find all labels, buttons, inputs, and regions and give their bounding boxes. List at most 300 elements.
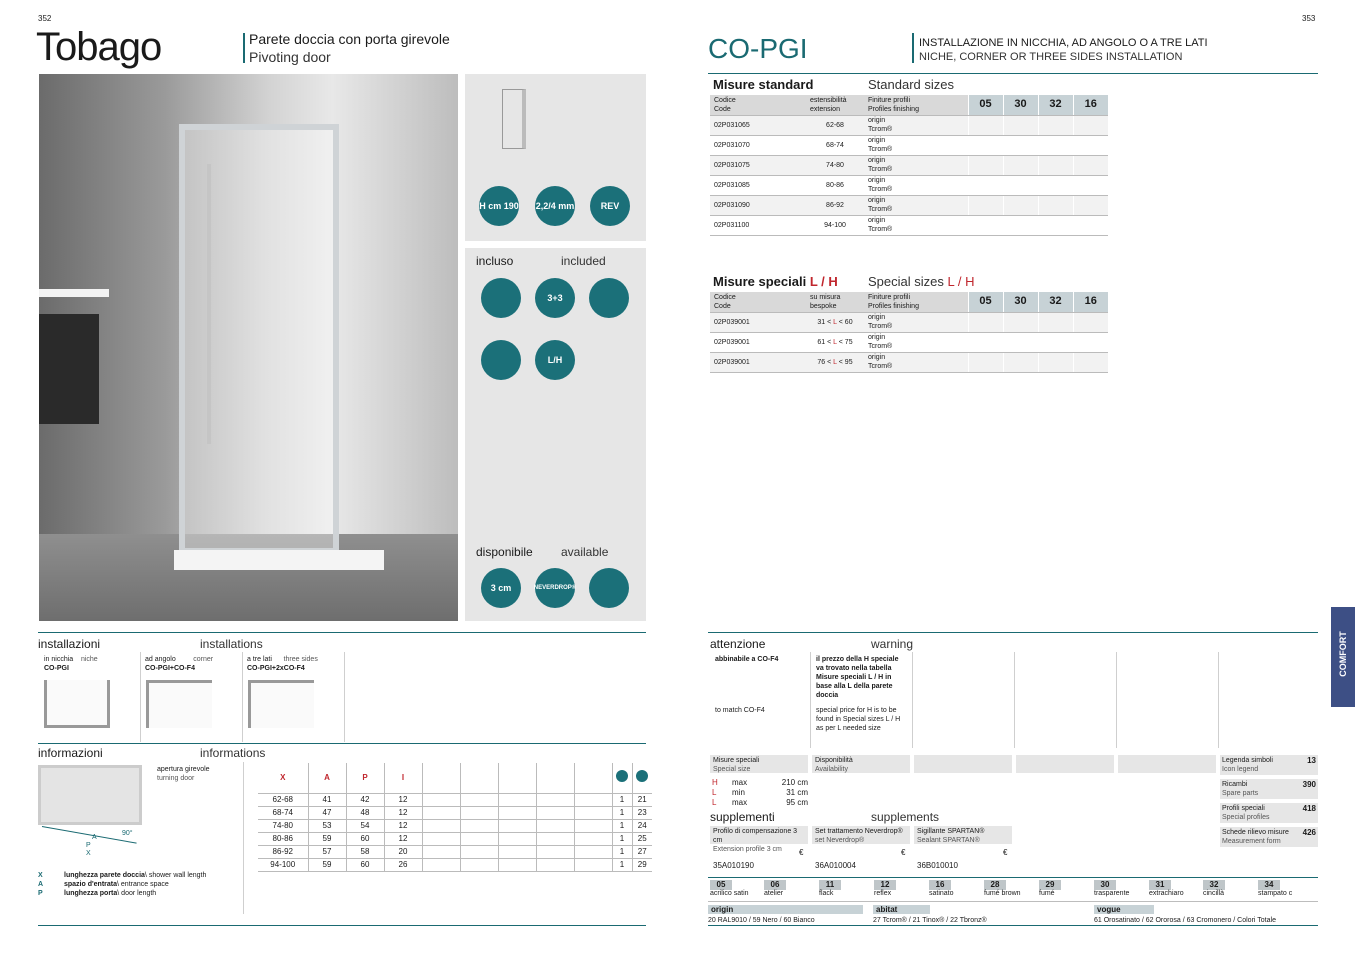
cell: 58 bbox=[346, 845, 384, 858]
attention-it: attenzione bbox=[710, 637, 766, 651]
th-code: Codice Code bbox=[710, 292, 806, 312]
cell: 20 bbox=[384, 845, 422, 858]
cell: 1 bbox=[612, 845, 632, 858]
cell bbox=[422, 793, 460, 806]
informazioni-en: informations bbox=[200, 746, 266, 760]
shower-rail bbox=[207, 164, 211, 444]
th-blank bbox=[574, 763, 612, 793]
cell-code: 02P031100 bbox=[710, 215, 806, 235]
label-a: A bbox=[92, 834, 97, 841]
cell: 1 bbox=[612, 858, 632, 871]
match-en: to match CO-F4 bbox=[715, 707, 765, 714]
cell bbox=[1003, 312, 1038, 332]
cell: 1 bbox=[612, 832, 632, 845]
install-corner bbox=[145, 655, 213, 673]
warning-text-it: il prezzo della H speciale va trovato nella tabella Misure speciali L / H in base alla L della parete doccia bbox=[816, 656, 899, 699]
cell: 68-74 bbox=[258, 806, 308, 819]
basin bbox=[39, 289, 109, 297]
comfort-side-tab[interactable] bbox=[1331, 607, 1355, 707]
side-spare-parts[interactable]: Ricambi 390 Spare parts bbox=[1222, 780, 1316, 797]
cell bbox=[968, 352, 1003, 372]
install-corner-diagram bbox=[146, 680, 212, 728]
standard-sizes-table bbox=[710, 95, 1108, 236]
cell bbox=[968, 115, 1003, 135]
cell-fin: origin Tcrom® bbox=[864, 312, 968, 332]
supplement-code-1: 35A010190 bbox=[713, 861, 754, 870]
finish-swatch: 34 bbox=[1258, 880, 1280, 890]
profile-icon bbox=[481, 278, 521, 318]
cell bbox=[968, 135, 1003, 155]
cell bbox=[574, 845, 612, 858]
cell: 12 bbox=[384, 793, 422, 806]
table-row bbox=[710, 195, 1108, 215]
cell bbox=[460, 832, 498, 845]
rule-bottom-right bbox=[708, 925, 1318, 926]
size-limits bbox=[712, 778, 808, 808]
install-three-code: CO-PGI+2xCO-F4 bbox=[247, 665, 305, 672]
group-origin: origin bbox=[708, 905, 863, 914]
cell: 41 bbox=[308, 793, 346, 806]
table-row bbox=[258, 806, 652, 819]
title-divider bbox=[243, 33, 245, 63]
cell: 94-100 bbox=[258, 858, 308, 871]
cell bbox=[1003, 195, 1038, 215]
extension-icon: 3+3 bbox=[535, 278, 575, 318]
th-bespoke: su misura bespoke bbox=[806, 292, 864, 312]
cell bbox=[1038, 312, 1073, 332]
group-abitat-desc: 27 Tcrom® / 21 Tinox® / 22 Tbronz® bbox=[873, 917, 987, 924]
spray-icon bbox=[589, 568, 629, 608]
cell bbox=[1073, 115, 1108, 135]
install-type-en: NICHE, CORNER OR THREE SIDES INSTALLATION bbox=[919, 51, 1183, 63]
th-code: Codice Code bbox=[710, 95, 806, 115]
cell: 86-92 bbox=[258, 845, 308, 858]
cell-fin: origin Tcrom® bbox=[864, 135, 968, 155]
cell bbox=[536, 806, 574, 819]
thickness-icon: 2,2/4 mm bbox=[535, 186, 575, 226]
table-header bbox=[710, 292, 1108, 312]
cell: 54 bbox=[346, 819, 384, 832]
cell: 59 bbox=[308, 858, 346, 871]
compensation-icon: 3 cm bbox=[481, 568, 521, 608]
group-abitat: abitat bbox=[873, 905, 930, 914]
cell bbox=[1073, 312, 1108, 332]
finish-label: cincillà bbox=[1203, 890, 1225, 897]
match-it: abbinabile a CO-F4 bbox=[715, 656, 779, 663]
install-sep-1 bbox=[140, 652, 141, 742]
opening-diagram bbox=[38, 765, 142, 825]
cell bbox=[1038, 352, 1073, 372]
group-vogue: vogue bbox=[1094, 905, 1154, 914]
cell: 24 bbox=[632, 819, 652, 832]
table-row bbox=[710, 215, 1108, 235]
cell: 80-86 bbox=[258, 832, 308, 845]
incluso-en: included bbox=[561, 254, 606, 268]
rule-installs bbox=[38, 632, 646, 633]
cell bbox=[422, 845, 460, 858]
cell bbox=[1073, 195, 1108, 215]
th-finish-05: 05 bbox=[968, 292, 1003, 312]
cell: 23 bbox=[632, 806, 652, 819]
th-finish-32: 32 bbox=[1038, 95, 1073, 115]
cell: 29 bbox=[632, 858, 652, 871]
cell bbox=[968, 175, 1003, 195]
th-finish-30: 30 bbox=[1003, 292, 1038, 312]
label-p: P bbox=[86, 842, 91, 849]
cell bbox=[1073, 135, 1108, 155]
cell bbox=[574, 819, 612, 832]
limit-row: L min 31 cm bbox=[712, 788, 808, 797]
legend-item: X lunghezza parete doccia\ shower wall length bbox=[38, 872, 207, 879]
finish-label: fumé brown bbox=[984, 890, 1021, 897]
table-row bbox=[710, 175, 1108, 195]
installazioni-it: installazioni bbox=[38, 637, 101, 651]
cell-ext: 86-92 bbox=[806, 195, 864, 215]
standard-sizes-en: Standard sizes bbox=[868, 77, 954, 92]
th-blank bbox=[498, 763, 536, 793]
warn-sep-2 bbox=[912, 652, 913, 748]
cell: 42 bbox=[346, 793, 384, 806]
cell: 48 bbox=[346, 806, 384, 819]
rule-header-right bbox=[708, 73, 1318, 74]
standard-sizes-it: Misure standard bbox=[713, 77, 814, 92]
custom-size-icon: L/H bbox=[535, 340, 575, 380]
finish-swatch: 11 bbox=[819, 880, 841, 890]
cell bbox=[422, 806, 460, 819]
cell bbox=[498, 832, 536, 845]
cell bbox=[498, 819, 536, 832]
special-sizes-it: Misure speciali L / H bbox=[713, 274, 838, 289]
cell bbox=[422, 858, 460, 871]
th-i: I bbox=[384, 763, 422, 793]
cell-fin: origin Tcrom® bbox=[864, 215, 968, 235]
disponibile-it: disponibile bbox=[476, 545, 533, 559]
th-blank bbox=[422, 763, 460, 793]
info-sep bbox=[243, 762, 244, 914]
cell-ext: 74-80 bbox=[806, 155, 864, 175]
table-row bbox=[258, 793, 652, 806]
table-row bbox=[710, 352, 1108, 372]
finish-swatch: 12 bbox=[874, 880, 896, 890]
install-three-it: a tre lati bbox=[247, 656, 272, 663]
cell-fin: origin Tcrom® bbox=[864, 332, 968, 352]
warn-sep-5 bbox=[1218, 652, 1219, 748]
th-p: P bbox=[346, 763, 384, 793]
cell bbox=[968, 195, 1003, 215]
install-corner-en: corner bbox=[193, 656, 214, 663]
empty-box bbox=[914, 755, 1012, 773]
install-corner-it: ad angolo bbox=[145, 656, 176, 663]
incluso-it: incluso bbox=[476, 254, 514, 268]
cell-code: 02P031075 bbox=[710, 155, 806, 175]
cell bbox=[1003, 115, 1038, 135]
th-x: X bbox=[258, 763, 308, 793]
euro-2: € bbox=[901, 848, 906, 857]
cell-code: 02P039001 bbox=[710, 352, 806, 372]
finish-swatch: 29 bbox=[1039, 880, 1061, 890]
warn-sep-4 bbox=[1116, 652, 1117, 748]
cell-range: 31 < L < 60 bbox=[806, 312, 864, 332]
shower-door bbox=[179, 124, 339, 554]
opening-en: turning door bbox=[157, 775, 195, 782]
cell bbox=[968, 155, 1003, 175]
limit-row: L max 95 cm bbox=[712, 798, 808, 807]
finish-swatch: 05 bbox=[710, 880, 732, 890]
warn-sep-1 bbox=[810, 652, 811, 748]
install-sep-2 bbox=[242, 652, 243, 742]
special-sizes-en: Special sizes L / H bbox=[868, 274, 975, 289]
finish-label: fumé bbox=[1039, 890, 1055, 897]
side-special-profiles[interactable]: Profili speciali 418 Special profiles bbox=[1222, 804, 1316, 821]
table-row bbox=[258, 845, 652, 858]
informazioni-it: informazioni bbox=[38, 746, 103, 760]
cell bbox=[460, 858, 498, 871]
cell-range: 76 < L < 95 bbox=[806, 352, 864, 372]
cell: 59 bbox=[308, 832, 346, 845]
opening-type bbox=[157, 765, 210, 783]
cell bbox=[1003, 135, 1038, 155]
finish-swatch: 32 bbox=[1203, 880, 1225, 890]
cell bbox=[1038, 215, 1073, 235]
cell-code: 02P031070 bbox=[710, 135, 806, 155]
availability-box: Disponibilità Availability bbox=[812, 755, 910, 773]
cell bbox=[1003, 175, 1038, 195]
cell bbox=[574, 793, 612, 806]
side-measurement-form[interactable]: Schede rilievo misure 426 Measurement form bbox=[1222, 828, 1316, 845]
cell: 74-80 bbox=[258, 819, 308, 832]
finish-label: atelier bbox=[764, 890, 784, 897]
cell bbox=[574, 832, 612, 845]
th-a: A bbox=[308, 763, 346, 793]
cell bbox=[1038, 155, 1073, 175]
empty-box bbox=[1118, 755, 1216, 773]
magnet-icon bbox=[589, 278, 629, 318]
th-blank bbox=[536, 763, 574, 793]
legend bbox=[38, 871, 206, 898]
th-finish-05: 05 bbox=[968, 95, 1003, 115]
cell bbox=[1073, 215, 1108, 235]
euro-1: € bbox=[799, 848, 804, 857]
table-row bbox=[258, 819, 652, 832]
finish-label: reflex bbox=[874, 890, 892, 897]
cell bbox=[536, 832, 574, 845]
product-code-title: CO-PGI bbox=[708, 33, 808, 64]
cell-fin: origin Tcrom® bbox=[864, 195, 968, 215]
th-extension: estensibilità extension bbox=[806, 95, 864, 115]
supplement-code-2: 36A010004 bbox=[815, 861, 856, 870]
cell: 26 bbox=[384, 858, 422, 871]
cell bbox=[1038, 175, 1073, 195]
install-niche-en: niche bbox=[80, 656, 98, 663]
th-finishing: Finiture profili Profiles finishing bbox=[864, 95, 968, 115]
supplement-3: Sigillante SPARTAN® Sealant SPARTAN® bbox=[914, 826, 1012, 844]
info-table bbox=[258, 763, 652, 872]
cell: 12 bbox=[384, 806, 422, 819]
finish-label: satinato bbox=[929, 890, 954, 897]
table-row bbox=[710, 115, 1108, 135]
install-three-diagram bbox=[248, 680, 314, 728]
install-three-en: three sides bbox=[283, 656, 318, 663]
install-corner-code: CO-PGI+CO-F4 bbox=[145, 665, 195, 672]
shower-tray bbox=[174, 550, 384, 570]
cell bbox=[498, 806, 536, 819]
th-finish-32: 32 bbox=[1038, 292, 1073, 312]
cell: 12 bbox=[384, 832, 422, 845]
finish-label: extrachiaro bbox=[1149, 890, 1184, 897]
cabinet bbox=[39, 314, 99, 424]
group-origin-desc: 20 RAL9010 / 59 Nero / 60 Bianco bbox=[708, 917, 815, 924]
install-three-sides bbox=[247, 655, 318, 673]
th-blank bbox=[460, 763, 498, 793]
special-sizes-table bbox=[710, 292, 1108, 373]
cell bbox=[968, 332, 1003, 352]
supplements-en: supplements bbox=[871, 810, 940, 824]
cell: 1 bbox=[612, 793, 632, 806]
subtitle-en: Pivoting door bbox=[249, 49, 331, 65]
cell-fin: origin Tcrom® bbox=[864, 155, 968, 175]
cell-range: 61 < L < 75 bbox=[806, 332, 864, 352]
height-icon: H cm 190 bbox=[479, 186, 519, 226]
finish-swatch: 06 bbox=[764, 880, 786, 890]
install-niche-code: CO-PGI bbox=[44, 665, 69, 672]
page-title: Tobago bbox=[36, 25, 162, 69]
install-niche bbox=[44, 655, 98, 673]
rule-warning bbox=[708, 632, 1318, 633]
hinge-icon bbox=[481, 340, 521, 380]
finish-swatch: 16 bbox=[929, 880, 951, 890]
label-x: X bbox=[86, 850, 91, 857]
cell bbox=[1038, 332, 1073, 352]
door-outline-icon bbox=[502, 89, 526, 149]
rule-bottom-left bbox=[38, 925, 646, 926]
th-finish-30: 30 bbox=[1003, 95, 1038, 115]
cell: 12 bbox=[384, 819, 422, 832]
installazioni-en: installations bbox=[200, 637, 263, 651]
th-weight-icon bbox=[632, 763, 652, 793]
cell: 60 bbox=[346, 858, 384, 871]
cell-ext: 94-100 bbox=[806, 215, 864, 235]
cell bbox=[1038, 135, 1073, 155]
supplement-code-3: 36B010010 bbox=[917, 861, 958, 870]
cell bbox=[422, 819, 460, 832]
cell bbox=[536, 793, 574, 806]
cell-code: 02P031085 bbox=[710, 175, 806, 195]
cell: 62-68 bbox=[258, 793, 308, 806]
info-table-header bbox=[258, 763, 652, 793]
cell bbox=[1073, 332, 1108, 352]
cell-fin: origin Tcrom® bbox=[864, 352, 968, 372]
table-header bbox=[710, 95, 1108, 115]
cell: 57 bbox=[308, 845, 346, 858]
side-icon-legend[interactable]: Legenda simboli 13 Icon legend bbox=[1222, 756, 1316, 773]
table-row bbox=[258, 832, 652, 845]
legend-item: P lunghezza porta\ door length bbox=[38, 890, 157, 897]
warning-text-en: special price for H is to be found in Special sizes L / H as per L needed size bbox=[816, 707, 901, 732]
th-finishing: Finiture profili Profiles finishing bbox=[864, 292, 968, 312]
cell-fin: origin Tcrom® bbox=[864, 115, 968, 135]
table-row bbox=[710, 155, 1108, 175]
finish-swatch: 31 bbox=[1149, 880, 1171, 890]
table-row bbox=[710, 312, 1108, 332]
label-angle: 90° bbox=[122, 830, 133, 837]
empty-box bbox=[1016, 755, 1114, 773]
cell bbox=[460, 793, 498, 806]
code-divider bbox=[912, 33, 914, 63]
cell bbox=[1003, 332, 1038, 352]
attention-en: warning bbox=[871, 637, 914, 651]
cell-ext: 62-68 bbox=[806, 115, 864, 135]
cell-code: 02P039001 bbox=[710, 332, 806, 352]
cell: 25 bbox=[632, 832, 652, 845]
group-vogue-desc: 61 Orosatinato / 62 Ororosa / 63 Cromonero / Colori Totale bbox=[1094, 917, 1276, 924]
neverdrop-icon: NEVERDROP® bbox=[535, 568, 575, 608]
cell: 60 bbox=[346, 832, 384, 845]
product-photo bbox=[39, 74, 458, 621]
cell bbox=[460, 806, 498, 819]
rule-info bbox=[38, 743, 646, 744]
cell bbox=[1003, 155, 1038, 175]
supplement-1: Profilo di compensazione 3 cm Extension profile 3 cm bbox=[710, 826, 808, 844]
cell bbox=[422, 832, 460, 845]
supplements-it: supplementi bbox=[710, 810, 775, 824]
install-sep-3 bbox=[344, 652, 345, 742]
cell: 53 bbox=[308, 819, 346, 832]
cell: 1 bbox=[612, 819, 632, 832]
comfort-tab-label: COMFORT bbox=[1338, 631, 1348, 677]
cell-fin: origin Tcrom® bbox=[864, 175, 968, 195]
install-niche-it: in nicchia bbox=[44, 656, 74, 663]
special-size-box: Misure speciali Special size bbox=[710, 755, 808, 773]
subtitle-it: Parete doccia con porta girevole bbox=[249, 31, 450, 47]
install-niche-diagram bbox=[44, 680, 110, 728]
cell bbox=[1073, 155, 1108, 175]
cell-code: 02P031090 bbox=[710, 195, 806, 215]
finish-label: stampato c bbox=[1258, 890, 1293, 897]
cell-code: 02P031065 bbox=[710, 115, 806, 135]
cell bbox=[968, 312, 1003, 332]
limit-row: H max 210 cm bbox=[712, 778, 808, 787]
supplement-2: Set trattamento Neverdrop® set Neverdrop® bbox=[812, 826, 910, 844]
finish-label: trasparente bbox=[1094, 890, 1130, 897]
euro-3: € bbox=[1003, 848, 1008, 857]
cell bbox=[1038, 115, 1073, 135]
cell-code: 02P039001 bbox=[710, 312, 806, 332]
opening-it: apertura girevole bbox=[157, 766, 210, 773]
legend-item: A spazio d'entrata\ entrance space bbox=[38, 881, 169, 888]
th-finish-16: 16 bbox=[1073, 292, 1108, 312]
cell bbox=[1073, 175, 1108, 195]
finish-label: flack bbox=[819, 890, 834, 897]
install-type-it: INSTALLAZIONE IN NICCHIA, AD ANGOLO O A TRE LATI bbox=[919, 37, 1208, 49]
finish-label: acrilico satin bbox=[710, 890, 749, 897]
finish-swatch: 28 bbox=[984, 880, 1006, 890]
cell bbox=[460, 819, 498, 832]
table-row bbox=[258, 858, 652, 871]
cell bbox=[460, 845, 498, 858]
cell bbox=[536, 858, 574, 871]
cell bbox=[498, 845, 536, 858]
cell bbox=[498, 858, 536, 871]
cell-ext: 68-74 bbox=[806, 135, 864, 155]
cell: 1 bbox=[612, 806, 632, 819]
page-number-left: 352 bbox=[38, 14, 52, 23]
cell bbox=[574, 858, 612, 871]
cell bbox=[968, 215, 1003, 235]
cell bbox=[1073, 352, 1108, 372]
rule-groups bbox=[708, 901, 1318, 902]
page-number-right: 353 bbox=[1302, 14, 1316, 23]
cell bbox=[574, 806, 612, 819]
